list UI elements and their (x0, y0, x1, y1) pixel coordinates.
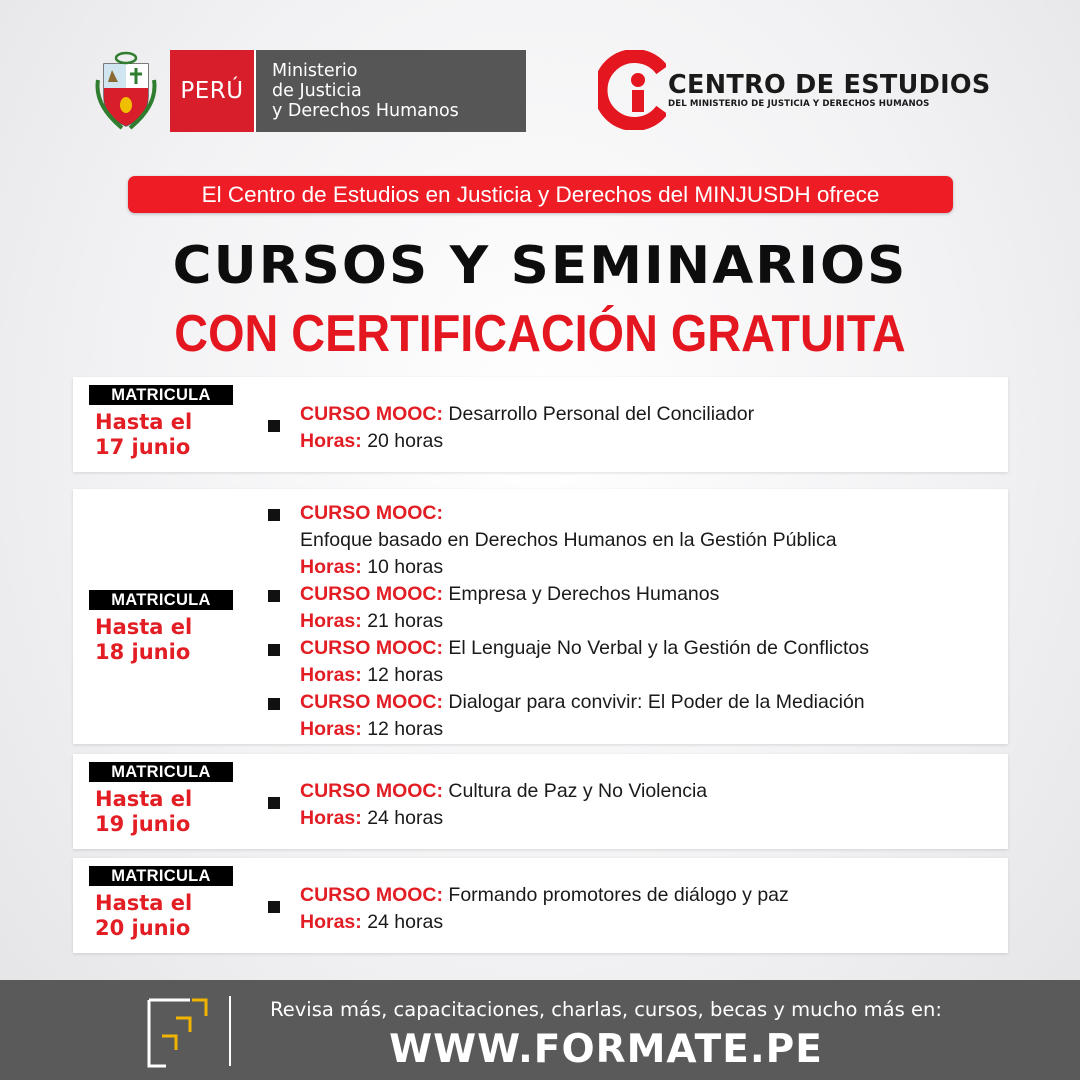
matricula-badge: MATRICULA (89, 762, 233, 782)
course-hours: Horas: 20 horas (300, 430, 444, 452)
peru-coat-of-arms-icon (94, 50, 158, 132)
course-card-20-junio (73, 858, 1008, 953)
centro-title: CENTRO DE ESTUDIOS (668, 70, 991, 100)
deadline-label: Hasta el 17 junio (95, 410, 193, 459)
intro-banner: El Centro de Estudios en Justicia y Derechos del MINJUSDH ofrece (128, 176, 953, 213)
course-hours: Horas: 24 horas (300, 807, 444, 829)
formate-logo-icon (146, 994, 210, 1068)
bullet-icon (268, 644, 280, 656)
deadline-label: Hasta el 18 junio (95, 615, 193, 664)
course-card-17-junio (73, 377, 1008, 472)
course-card-19-junio (73, 754, 1008, 849)
footer-text: Revisa más, capacitaciones, charlas, cursos, becas y mucho más en: (270, 998, 942, 1021)
matricula-badge: MATRICULA (89, 590, 233, 610)
main-title: CURSOS Y SEMINARIOS (172, 236, 908, 296)
course-hours: Horas: 12 horas (300, 718, 444, 740)
deadline-label: Hasta el 19 junio (95, 787, 193, 836)
course-title: CURSO MOOC: (300, 502, 443, 524)
course-hours: Horas: 12 horas (300, 664, 444, 686)
government-logo (94, 50, 526, 132)
ministry-name (254, 50, 526, 132)
main-subtitle: CON CERTIFICACIÓN GRATUITA (174, 305, 906, 363)
bullet-icon (268, 509, 280, 521)
ministry-line: y Derechos Humanos (272, 101, 459, 121)
footer-divider (229, 996, 231, 1066)
course-title: CURSO MOOC: Cultura de Paz y No Violencia (300, 780, 708, 802)
bullet-icon (268, 797, 280, 809)
footer-url-link[interactable]: WWW.FORMATE.PE (389, 1027, 823, 1072)
ministry-line: Ministerio (272, 61, 358, 81)
deadline-label: Hasta el 20 junio (95, 891, 193, 940)
course-title: CURSO MOOC: El Lenguaje No Verbal y la Gestión de Conflictos (300, 637, 870, 659)
course-title: CURSO MOOC: Desarrollo Personal del Conciliador (300, 403, 755, 425)
course-hours: Horas: 24 horas (300, 911, 444, 933)
bullet-icon (268, 698, 280, 710)
matricula-badge: MATRICULA (89, 385, 233, 405)
ministry-line: de Justicia (272, 81, 362, 101)
course-title: Enfoque basado en Derechos Humanos en la Gestión Pública (300, 529, 837, 551)
centro-estudios-mark-icon (598, 50, 666, 130)
course-title: CURSO MOOC: Formando promotores de diálogo y paz (300, 884, 789, 906)
course-title: CURSO MOOC: Empresa y Derechos Humanos (300, 583, 720, 605)
course-title: CURSO MOOC: Dialogar para convivir: El Poder de la Mediación (300, 691, 865, 713)
matricula-badge: MATRICULA (89, 866, 233, 886)
course-hours: Horas: 10 horas (300, 556, 444, 578)
bullet-icon (268, 901, 280, 913)
bullet-icon (268, 420, 280, 432)
peru-label: PERÚ (170, 50, 254, 132)
centro-subtitle: DEL MINISTERIO DE JUSTICIA Y DERECHOS HUMANOS (668, 99, 930, 109)
course-hours: Horas: 21 horas (300, 610, 444, 632)
course-card-18-junio (73, 489, 1008, 744)
centro-estudios-logo (598, 50, 991, 130)
bullet-icon (268, 590, 280, 602)
footer (0, 980, 1080, 1080)
